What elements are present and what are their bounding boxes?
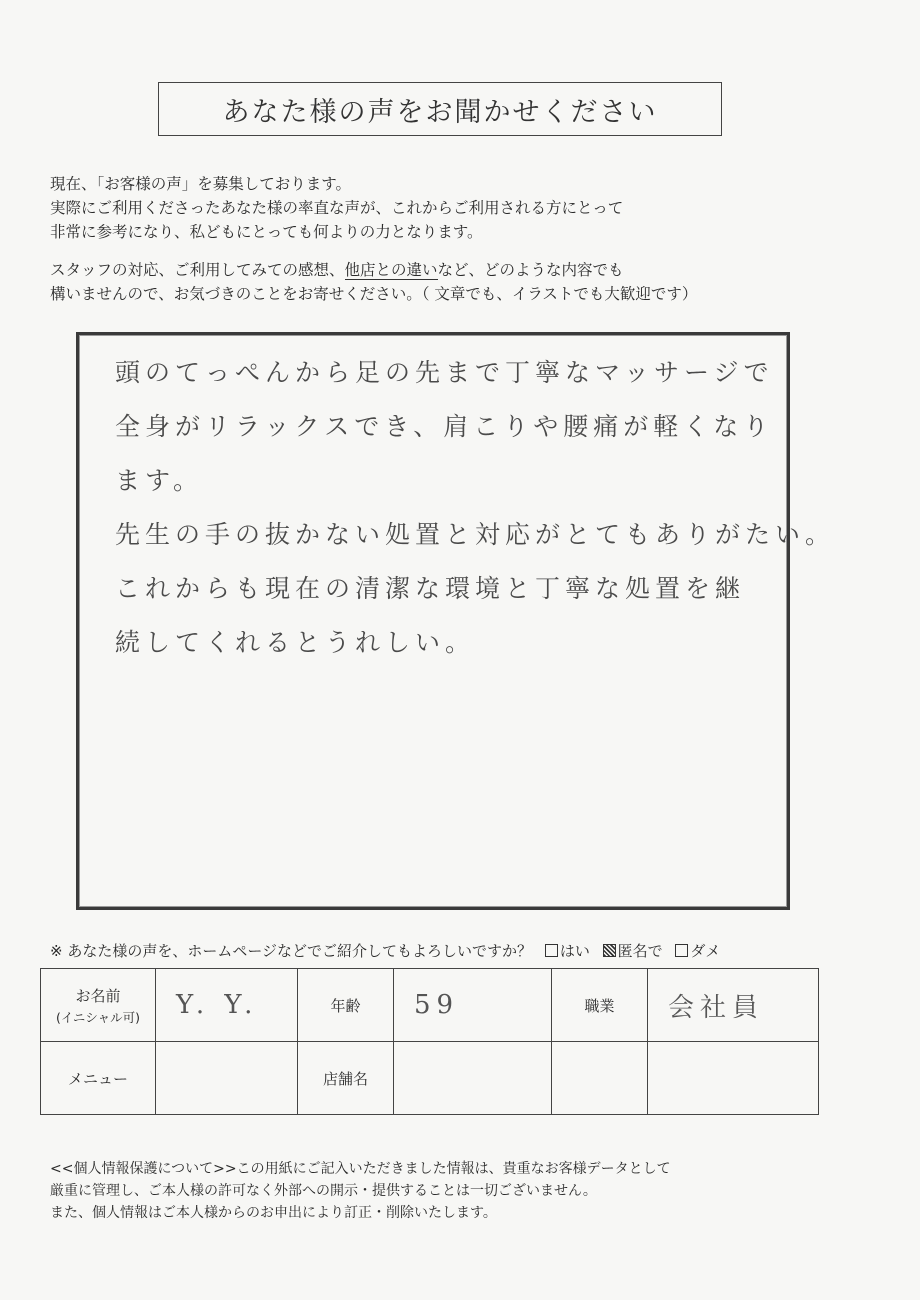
table-row — [41, 1042, 819, 1115]
comment-line: ます。 — [115, 466, 204, 495]
age-field[interactable]: 59 — [394, 969, 552, 1042]
consent-option-anonymous[interactable]: 匿名で — [603, 942, 663, 960]
name-sub-label: (イニシャル可) — [55, 1009, 140, 1025]
age-label: 年齢 — [298, 969, 394, 1042]
empty-label-cell — [552, 1042, 648, 1115]
intro-line: 非常に参考になり、私どもにとっても何よりの力となります。 — [50, 223, 483, 241]
consent-question-text: ※ あなた様の声を、ホームページなどでご紹介してもよろしいですか？ — [50, 942, 533, 960]
menu-field[interactable] — [156, 1042, 298, 1115]
name-label: お名前 (イニシャル可) — [41, 969, 156, 1042]
table-row — [41, 969, 819, 1042]
privacy-line: また、個人情報はご本人様からのお申出により訂正・削除いたします。 — [50, 1205, 497, 1221]
comment-line: 先生の手の抜かない処置と対応がとてもありがたい。 — [115, 520, 836, 549]
privacy-notice — [50, 1158, 870, 1224]
consent-option-no[interactable]: ダメ — [675, 942, 720, 960]
privacy-line: <<個人情報保護について>>この用紙にご記入いただきました情報は、貴重なお客様データとして — [50, 1161, 671, 1177]
checkbox-icon — [675, 944, 688, 957]
consent-option-yes[interactable]: はい — [545, 942, 590, 960]
job-label: 職業 — [552, 969, 648, 1042]
privacy-line: 厳重に管理し、ご本人様の許可なく外部への開示・提供することは一切ございません。 — [50, 1183, 597, 1199]
menu-label: メニュー — [41, 1042, 156, 1115]
intro-line: 構いませんので、お気づきのことをお寄せください。（ 文章でも、イラストでも大歓迎です） — [50, 285, 698, 303]
comment-line: 続してくれるとうれしい。 — [115, 628, 476, 657]
checkbox-icon — [545, 944, 558, 957]
intro-line: スタッフの対応、ご利用してみての感想、他店との違いなど、どのような内容でも — [50, 261, 624, 279]
extra-field[interactable] — [648, 1042, 819, 1115]
intro-text — [50, 172, 870, 306]
customer-info-table — [40, 968, 819, 1115]
intro-line: 現在、「お客様の声」を募集しております。 — [50, 175, 352, 193]
store-label: 店舗名 — [298, 1042, 394, 1115]
checkbox-checked-icon — [603, 944, 616, 957]
name-field[interactable]: Y. Y. — [156, 969, 298, 1042]
comment-line: 全身がリラックスでき、肩こりや腰痛が軽くなり — [115, 412, 774, 441]
consent-question — [50, 940, 870, 961]
page-title: あなた様の声をお聞かせください — [158, 82, 722, 136]
job-field[interactable]: 会社員 — [648, 969, 819, 1042]
store-field[interactable] — [394, 1042, 552, 1115]
comment-line: これからも現在の清潔な環境と丁寧な処置を継 — [115, 574, 746, 603]
underlined-text: 他店との違い — [344, 261, 438, 279]
comment-line: 頭のてっぺんから足の先まで丁寧なマッサージで — [115, 358, 774, 387]
handwritten-comment — [115, 346, 836, 670]
intro-line: 実際にご利用くださったあなた様の率直な声が、これからご利用される方にとって — [50, 199, 624, 217]
